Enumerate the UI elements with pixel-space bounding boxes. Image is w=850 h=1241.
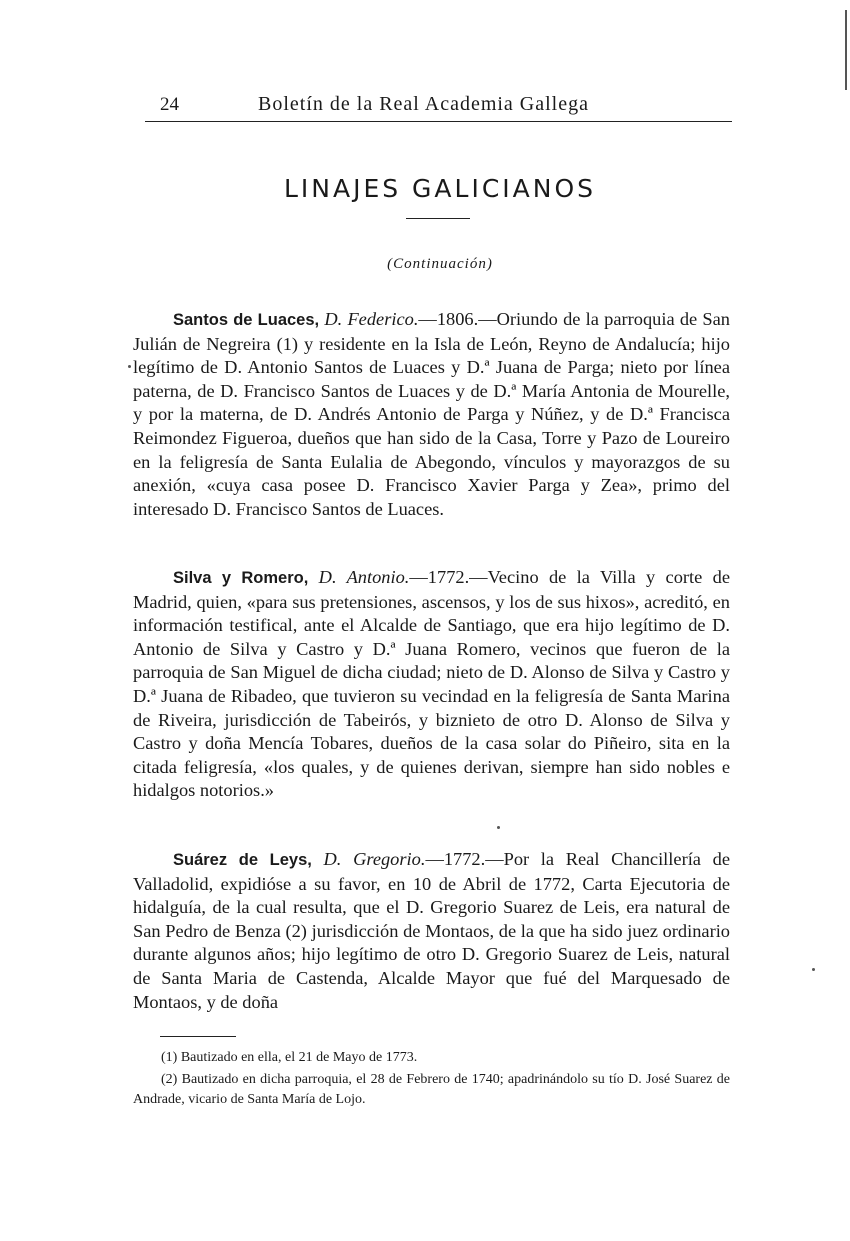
footnote — [133, 1048, 730, 1068]
footnote-text: Bautizado en ella, el 21 de Mayo de 1773. — [180, 1050, 418, 1065]
entry-surname: Suárez de Leys, — [173, 851, 312, 869]
entry-surname: Santos de Luaces, — [173, 311, 320, 329]
header-rule — [145, 121, 732, 122]
running-title: Boletín de la Real Academia Gallega — [258, 93, 589, 115]
entry-body: —1772.—Vecino de la Villa y corte de Madrid, quien, «para sus pretensiones, ascensos, y los de sus hixos», acreditó, en información testifical, ante el Alcalde de Santiago, que era hijo legítimo de D. Antonio de Silva y Castro y D.ª Juana Romero, vecinos que fueron de la parroquia de San Miguel de dicha ciudad; nieto de D. Alonso de Silva y Castro y D.ª Juana de Ribadeo, que tuvieron su vecindad en la feligresía de Santa Marina de Riveira, jurisdicción de Tabeirós, y biznieto de otro D. Alonso de Silva y Castro y doña Mencía Tobares, dueños de la casa solar do Piñeiro, sita en la citada feligresía, «los quales, y de quienes derivan, siempre han sido nobles e hidalgos notorios.» — [133, 567, 730, 801]
scan-speck — [128, 365, 131, 368]
footnote-rule — [160, 1036, 236, 1037]
entry-given-name: D. Gregorio. — [323, 849, 426, 869]
article-subtitle: (Continuación) — [387, 256, 493, 272]
page-number: 24 — [160, 94, 179, 115]
footnote — [133, 1070, 730, 1110]
article-title: LINAJES GALICIANOS — [283, 174, 597, 203]
footnote-mark: (1) — [161, 1050, 178, 1065]
entry-suarez-de-leys — [133, 848, 730, 1014]
footnote-text: Bautizado en dicha parroquia, el 28 de Febrero de 1740; apadrinándolo su tío D. José Suarez de Andrade, vicario de Santa María de Lojo. — [133, 1072, 730, 1107]
entry-santos-de-luaces — [133, 308, 730, 521]
title-rule — [406, 218, 470, 219]
entry-surname: Silva y Romero, — [173, 569, 309, 587]
footnote-mark: (2) — [161, 1072, 178, 1087]
scan-speck — [812, 968, 815, 971]
scan-speck — [497, 826, 500, 829]
entry-body: —1806.—Oriundo de la parroquia de San Julián de Negreira (1) y residente en la Isla de León, Reyno de Andalucía; hijo legítimo de D. Antonio Santos de Luaces y D.ª Juana de Parga; nieto por línea paterna, de D. Francisco Santos de Luaces y de D.ª María Antonia de Mourelle, y por la materna, de D. Andrés Antonio de Parga y Núñez, y de D.ª Francisca Reimondez Figueroa, dueños que han sido de la Casa, Torre y Pazo de Loureiro en la feligresía de Santa Eulalia de Abegondo, vínculos y mayorazgos de su anexión, «cuya casa posee D. Francisco Xavier Parga y Zea», primo del interesado D. Francisco Santos de Luaces. — [133, 309, 730, 519]
entry-given-name: D. Antonio. — [318, 567, 410, 587]
scan-edge-mark — [845, 10, 847, 90]
entry-body: —1772.—Por la Real Chancillería de Valladolid, expidióse a su favor, en 10 de Abril de 1772, Carta Ejecutoria de hidalguía, de la cual resulta, que el D. Gregorio Suarez de Leis, era natural de San Pedro de Benza (2) jurisdicción de Montaos, de la que ha sido juez ordinario durante algunos años; hijo legítimo de otro D. Gregorio Suarez de Leis, natural de Santa Maria de Castenda, Alcalde Mayor que fué del Marquesado de Montaos, y de doña — [133, 849, 730, 1012]
entry-silva-y-romero — [133, 566, 730, 803]
entry-given-name: D. Federico. — [324, 309, 419, 329]
